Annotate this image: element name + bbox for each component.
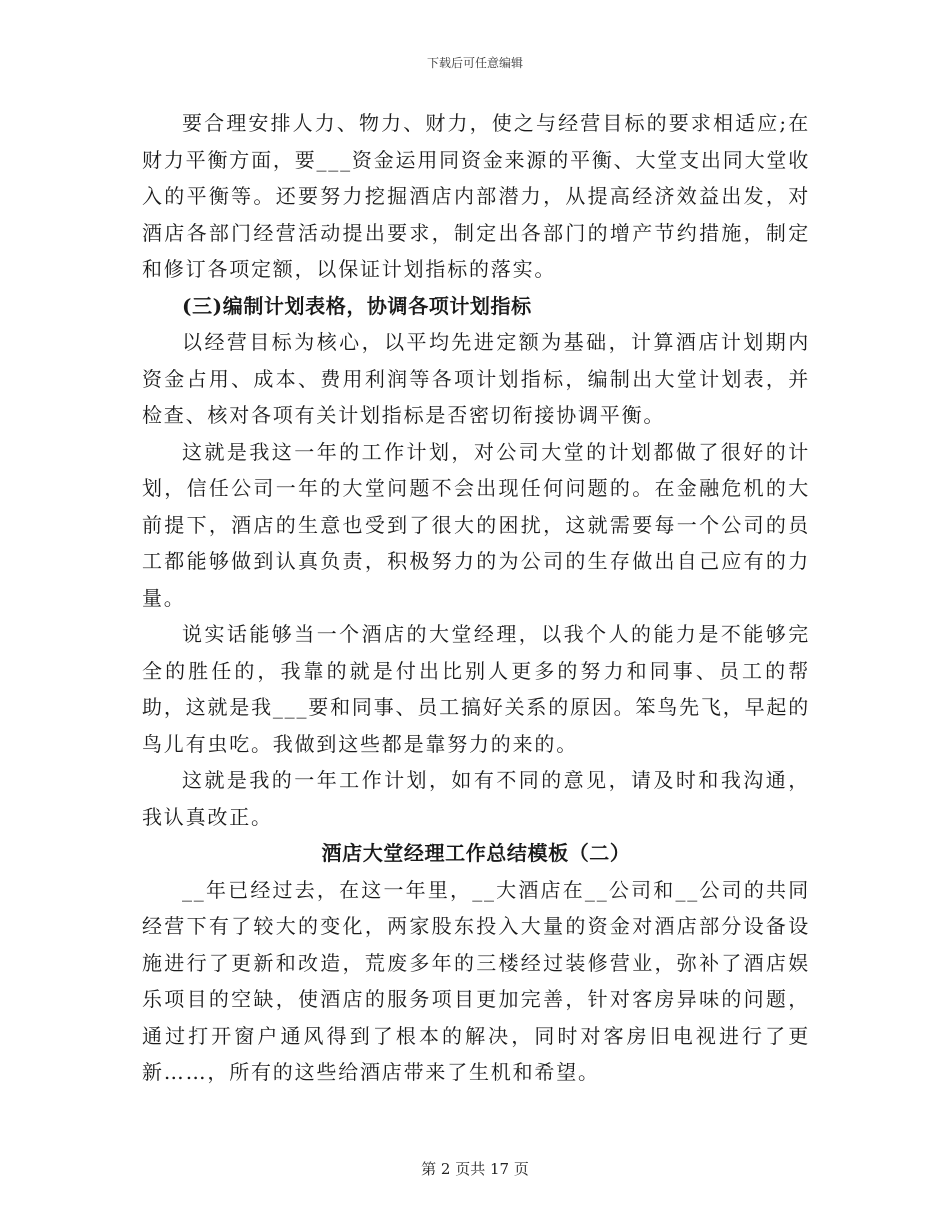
document-body [142,105,810,1091]
paragraph-4: 说实话能够当一个酒店的大堂经理，以我个人的能力是不能够完全的胜任的，我靠的就是付出比别人更多的努力和同事、员工的帮助，这就是我___要和同事、员工搞好关系的原因。笨鸟先飞，早起的鸟儿有虫吃。我做到这些都是靠努力的来的。 [142,622,810,756]
paragraph-5: 这就是我的一年工作计划，如有不同的意见，请及时和我沟通，我认真改正。 [142,768,810,829]
page-header: 下载后可任意编辑 [426,56,523,70]
page-footer: 第 2 页共 17 页 [421,1160,529,1178]
paragraph-3: 这就是我这一年的工作计划，对公司大堂的计划都做了很好的计划，信任公司一年的大堂问题不会出现任何问题的。在金融危机的大前提下，酒店的生意也受到了很大的困扰，这就需要每一个公司的员工都能够做到认真负责，积极努力的为公司的生存做出自己应有的力量。 [142,439,810,610]
section-heading-3: (三)编制计划表格，协调各项计划指标 [182,293,532,318]
paragraph-2: 以经营目标为核心，以平均先进定额为基础，计算酒店计划期内资金占用、成本、费用利润等各项计划指标，编制出大堂计划表，并检查、核对各项有关计划指标是否密切衔接协调平衡。 [142,330,810,427]
document-title-2: 酒店大堂经理工作总结模板（二） [321,841,631,865]
paragraph-6: __年已经过去，在这一年里，__大酒店在__公司和__公司的共同经营下有了较大的变化，两家股东投入大量的资金对酒店部分设备设施进行了更新和改造，荒废多年的三楼经过装修营业，弥补了酒店娱乐项目的空缺，使酒店的服务项目更加完善，针对客房异味的问题，通过打开窗户通风得到了根本的解决，同时对客房旧电视进行了更新……，所有的这些给酒店带来了生机和希望。 [142,877,810,1084]
paragraph-1: 要合理安排人力、物力、财力，使之与经营目标的要求相适应;在财力平衡方面，要___资金运用同资金来源的平衡、大堂支出同大堂收入的平衡等。还要努力挖掘酒店内部潜力，从提高经济效益出发，对酒店各部门经营活动提出要求，制定出各部门的增产节约措施，制定和修订各项定额，以保证计划指标的落实。 [142,111,810,281]
